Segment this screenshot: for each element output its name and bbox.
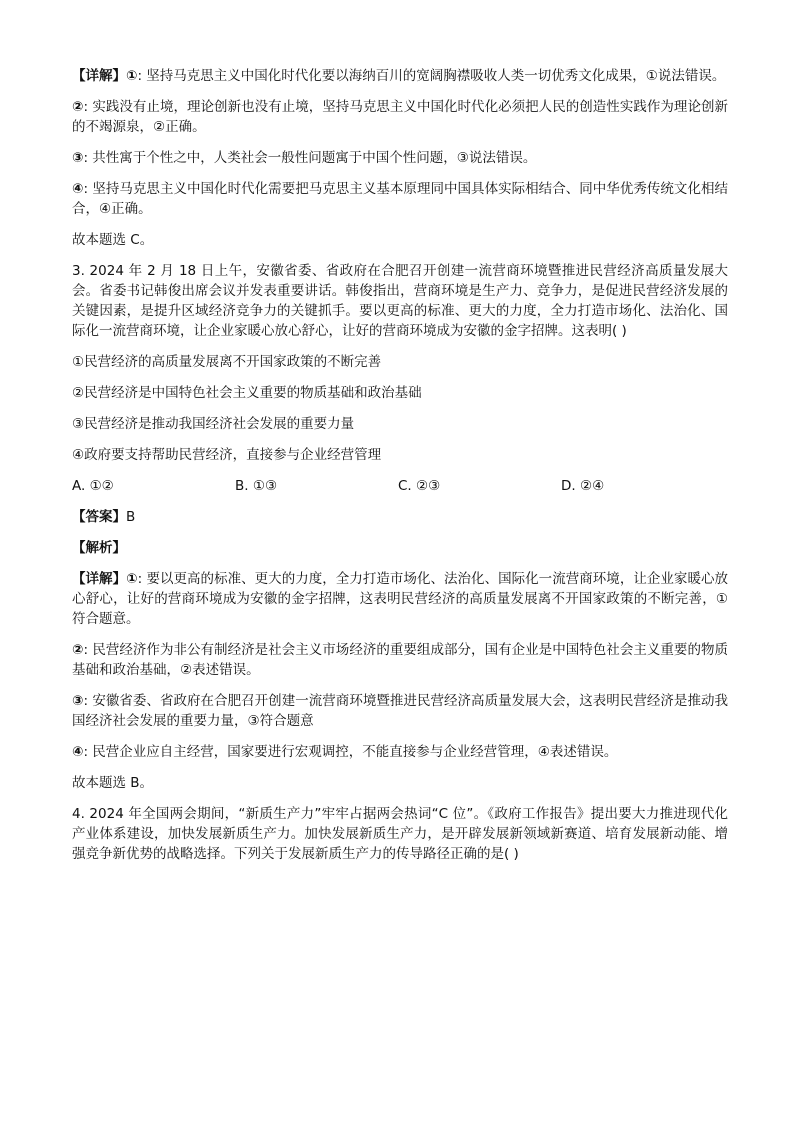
q3-options: [72, 476, 728, 496]
point-text: : 实践没有止境，理论创新也没有止境，坚持马克思主义中国化时代化必须把人民的创造性实践作为理论创新的不竭源泉，②正确。: [72, 99, 729, 135]
detail-label: 【详解】: [72, 571, 127, 587]
option-a: A. ①②: [72, 478, 114, 494]
option-d: D. ②④: [561, 478, 605, 494]
point-marker: ③: [72, 693, 84, 709]
point-marker: ①: [126, 571, 138, 587]
point-marker: ④: [72, 181, 84, 197]
q2-detail-point-2: [72, 97, 728, 137]
q3-conclusion: 故本题选 B。: [72, 775, 154, 791]
q3-statement-4: ④政府要支持帮助民营经济，直接参与企业经营管理: [72, 447, 382, 463]
q3-detail-point-4: [72, 742, 728, 762]
point-text: : 坚持马克思主义中国化时代化要以海纳百川的宽阔胸襟吸收人类一切优秀文化成果，①说法错误。: [137, 68, 726, 84]
q3-analysis-label: 【解析】: [72, 540, 126, 556]
option-b: B. ①③: [235, 478, 278, 494]
point-text: : 民营经济作为非公有制经济是社会主义市场经济的重要组成部分，国有企业是中国特色社会主义重要的物质基础和政治基础，②表述错误。: [72, 642, 729, 678]
q3-detail-point-1: [72, 569, 728, 629]
point-text: : 要以更高的标准、更大的力度，全力打造市场化、法治化、国际化一流营商环境，让企业家暖心放心舒心，让好的营商环境成为安徽的金字招牌，这表明民营经济的高质量发展离不开国家政策的不断完善，①符合题意。: [72, 571, 729, 627]
point-text: : 民营企业应自主经营，国家要进行宏观调控，不能直接参与企业经营管理，④表述错误。: [83, 744, 618, 760]
point-marker: ③: [72, 150, 84, 166]
point-text: : 共性寓于个性之中，人类社会一般性问题寓于中国个性问题，③说法错误。: [83, 150, 537, 166]
q3-detail-point-3: [72, 691, 728, 731]
q2-detail-point-4: [72, 179, 728, 219]
option-c: C. ②③: [398, 478, 441, 494]
point-text: : 安徽省委、省政府在合肥召开创建一流营商环境暨推进民营经济高质量发展大会，这表明民营经济是推动我国经济社会发展的重要力量，③符合题意: [72, 693, 729, 729]
detail-label: 【详解】: [72, 68, 126, 84]
point-marker: ②: [72, 642, 84, 658]
q2-detail-point-1: [72, 66, 728, 86]
answer-label: 【答案】: [72, 509, 126, 525]
q3-stem: 3. 2024 年 2 月 18 日上午，安徽省委、省政府在合肥召开创建一流营商环境暨推进民营经济高质量发展大会。省委书记韩俊出席会议并发表重要讲话。韩俊指出，营商环境是生产力、竞争力，是促进民营经济发展的关键因素，是提升区域经济竞争力的关键抓手。要以更高的标准、更大的力度，全力打造市场化、法治化、国际化一流营商环境，让企业家暖心放心舒心，让好的营商环境成为安徽的金字招牌。这表明( ): [72, 263, 728, 339]
q4-stem: 4. 2024 年全国两会期间，“新质生产力”牢牢占据两会热词“C 位”。《政府工作报告》提出要大力推进现代化产业体系建设，加快发展新质生产力。加快发展新质生产力，是开辟发展新领域新赛道、培育发展新动能、增强竞争新优势的战略选择。下列关于发展新质生产力的传导路径正确的是( ): [72, 806, 728, 862]
q3-answer: [72, 507, 728, 527]
q2-detail-point-3: [72, 148, 728, 168]
q3-statement-1: ①民营经济的高质量发展离不开国家政策的不断完善: [72, 354, 382, 370]
q3-statement-3: ③民营经济是推动我国经济社会发展的重要力量: [72, 416, 355, 432]
point-marker: ④: [72, 744, 84, 760]
point-marker: ①: [126, 68, 138, 84]
q3-detail-point-2: [72, 640, 728, 680]
q3-statement-2: ②民营经济是中国特色社会主义重要的物质基础和政治基础: [72, 385, 422, 401]
point-marker: ②: [72, 99, 84, 115]
answer-value: B: [126, 509, 136, 525]
q2-conclusion: 故本题选 C。: [72, 232, 154, 248]
document-page: [72, 66, 728, 875]
point-text: : 坚持马克思主义中国化时代化需要把马克思主义基本原理同中国具体实际相结合、同中华优秀传统文化相结合，④正确。: [72, 181, 729, 217]
